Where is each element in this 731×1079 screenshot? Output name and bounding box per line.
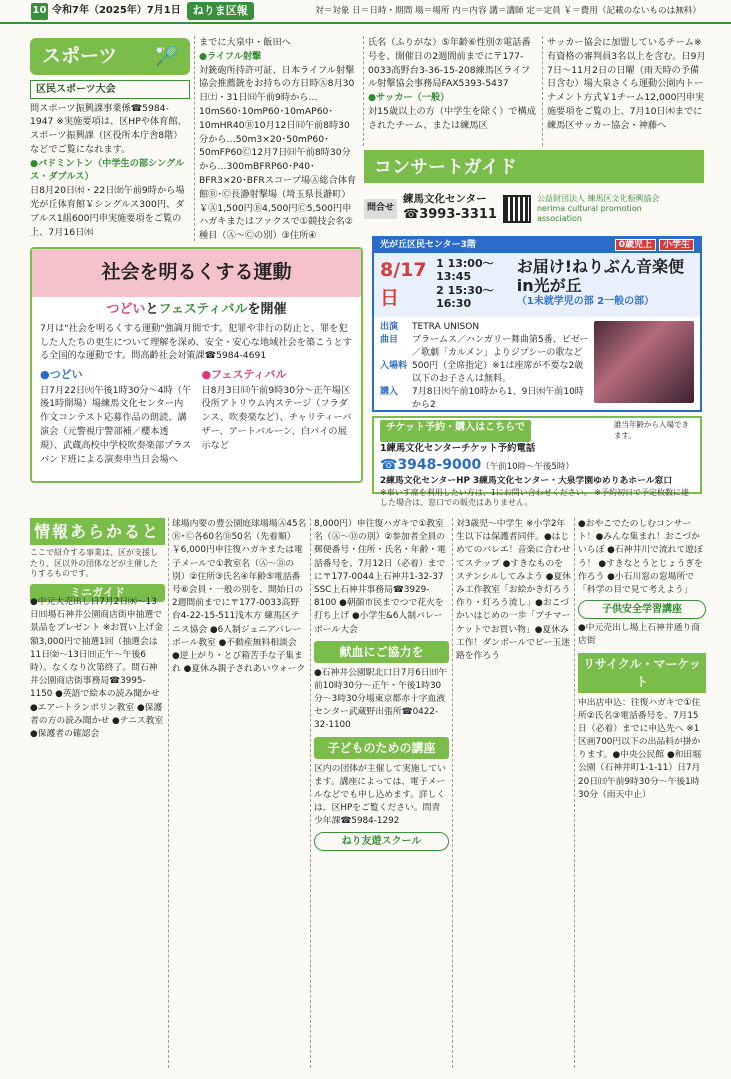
event-time-1: 1 13:00～13:45 [436, 257, 494, 284]
campaign-title: 社会を明るくする運動 [32, 249, 361, 297]
divider [574, 518, 575, 1068]
event-date: 8/17日 [380, 259, 427, 309]
campaign-body: 7月は"社会を明るくする運動"強調月間です。犯罪や非行の防止と、罪を犯した人たちの更生について理解を深め、安全・安心な地域社会を築こうとする全国的な運動です。問高齢社会対策課☎5984-4691 [40, 322, 352, 362]
info-col3-text: 8,000円）申往復ハガキで①教室名（Ⓐ～Ⓓの別）②参加者全員の郵便番号・住所・氏名・年齢・電話番号を、7月12日（必着）までに〒177-0044上石神井1-32-37 SSC上石神井事務局☎3929-8100 ●朝顔市民までつで花火を打ち上げ ●小学生&6人制バレーボール大会 [314, 519, 446, 635]
ticket-note: ※車いす席を利用したい方は、1にお問い合わせください。 ※予約初日で予定枚数に達した場合は、窓口での販売はありません。 [380, 487, 690, 508]
subtitle-part-b: フェスティバル [158, 301, 248, 317]
sports-intro: 問スポーツ振興課事業係☎5984-1947 ※実施要項は、区HPや体育館、スポーツ振興課（区役所本庁舎8階）などでご覧になれます。 [30, 102, 187, 155]
inquiry-name: 練馬文化センター [403, 192, 487, 205]
performer-photo [594, 321, 694, 403]
rifle-contact: 氏名（ふりがな）⑤年齢⑥性別⑦電話番号を、開催日の2週間前までに〒177-0033高野台3-36-15-208練馬区ライフル射撃協会事務局FAX5393-5437 [368, 37, 531, 90]
sports-subhead: 区民スポーツ大会 [30, 80, 190, 99]
event-title-sub: （1未就学児の部 2一般の部） [516, 295, 655, 307]
inquiry-label: 問合せ [364, 199, 397, 218]
event-header [374, 253, 700, 316]
info-column-5 [578, 518, 706, 1066]
ticket-box [372, 416, 702, 508]
tsudoi-heading: ●つどい [40, 368, 83, 382]
soccer-body: 対15歳以上の方（中学生を除く）で構成されたチーム、または練馬区 [368, 105, 536, 131]
foundation-name: 公益財団法人 練馬区文化振興協会 nerima cultural promotion association [536, 194, 660, 223]
info-col5-text: ●おやこでたのしむコンサート！●みんな集まれ！おこづかいらぼ ●石神井川で流れて遊ぼう！ ●すきなとうとじょうぎを作ろう ●小石川窓の窓場所で「科学の目で見て考えよう」 [578, 519, 703, 595]
blood-donation-body: ●石神井公園駅北口日7月6日㈰午前10時30分～正午・午後1時30分～3時30分場東京都赤十字血液センター武蔵野出張所☎0422-32-1100 [314, 667, 448, 731]
legend: 対＝対象 日＝日時・期間 場＝場所 内＝内容 講＝講師 定＝定員 ￥＝費用（記載のないものは無料） [315, 5, 701, 16]
info-col4-text: 対3歳児～中学生 ※小学2年生以下は保護者同伴。●はじめてのバレエ！音楽に合わせてステップ ●すきなものをステンシルしてみよう ●夏休み工作教室「お絵かき灯ろう作り・灯ろう流し」●おこづかいはじめの一歩「プチマーケットでお買い物」●夏休み工作！ダンボールでピー玉迷路を作ろう [456, 519, 571, 661]
detail-row: 購入 7月8日㈫午前10時から1、9日㈬午前10時から2 [380, 386, 584, 410]
event-venue-bar [374, 238, 700, 253]
ticket-tel-note: （午前10時～午後5時） [481, 462, 574, 473]
issue-date: 令和7年（2025年）7月1日 [52, 4, 181, 16]
soccer-body-cont: サッカー協会に加盟しているチーム※有資格の審判員3名以上を含む。日9月7日～11月2日の日曜（雨天時の予備日含む）場大泉さくら運動公園内トーナメント方式￥1チーム12,000円申実施要項をご覧の上、7月10日㈭までに練馬区サッカー協会・神藤へ [547, 37, 706, 131]
info-title: 情報あらかると [30, 518, 165, 545]
ticket-line-2: 2練馬文化センターHP 3練馬文化センター・大泉学園ゆめりあホール窓口 [380, 476, 673, 487]
tsudoi-block [40, 367, 192, 466]
detail-row: 出演 TETRA UNISON [380, 321, 480, 332]
divider [194, 36, 195, 241]
subtitle-part-a: つどい [106, 301, 146, 317]
rifle-heading: ●ライフル射撃 [199, 50, 262, 62]
info-column-4 [456, 518, 571, 1066]
ticket-heading: チケット予約・購入はこちらで [380, 420, 531, 442]
campaign-subtitle [40, 301, 353, 320]
sports-column-1 [30, 38, 190, 243]
kids-course-body: 区内の団体が主催して実施しています。講座によっては、電子メールなどでも申し込めます。詳しくは、区HPをご覧ください。問青少年課☎5984-1292 [314, 763, 446, 827]
age-tag: 小学生 [659, 239, 694, 251]
subtitle-mid: と [145, 301, 159, 317]
event-box [372, 236, 702, 412]
event-title [517, 257, 694, 307]
inquiry-tel: ☎3993-3311 [403, 207, 497, 223]
newsletter-logo: ねりま区報 [187, 2, 254, 20]
concert-inquiry [364, 190, 704, 228]
info-column-1 [30, 596, 165, 1066]
page-number: 10 [31, 3, 48, 20]
divider [363, 36, 364, 146]
rifle-body: 対銃砲所持許可証、日本ライフル射撃協会推薦銃をお持ちの方日時Ⓐ8月30日㈯・31日㈰午前9時から…10mS60･10mP60･10mAP60･10mHR40Ⓑ10月12日㈰午前8時30分から…50m3×20･50mP60･50mFP60Ⓒ12月7日㈰午前8時30分から…300mBFRP60･P40･BFR3×20･BFRスコープ場Ⓐ総合体育館Ⓑ･Ⓒ長瀞射撃場（埼玉県長瀞町）￥Ⓐ1,500円Ⓑ4,500円Ⓒ5,500円申ハガキまたはファクスで①競技会名②種目（Ⓐ～Ⓒの別）③住所④ [199, 64, 357, 242]
info-description: ここで紹介する事業は、区が支援したり、区以外の団体などが主催したりするものです。 [30, 548, 158, 579]
event-time-2: 2 15:30～16:30 [436, 283, 494, 310]
safety-heading: 子供安全学習講座 [578, 600, 706, 619]
event-title-text: お届け!ねりぶん音楽便in光が丘 [516, 257, 685, 296]
detail-row: 曲目 ブラームス／ハンガリー舞曲第5番、ビゼー／歌劇「カルメン」よりジプシーの歌など [380, 334, 589, 358]
divider [542, 36, 543, 146]
campaign-box [30, 247, 363, 483]
sports-column-3 [368, 36, 538, 146]
info-col2-text: 球場内要の豊公園庭球場場Ⓐ45名Ⓑ･Ⓒ各60名Ⓓ50名（先着順）￥6,000円申往復ハガキまたは電子メールで①教室名（Ⓐ～Ⓓの別）②住所③氏名④年齢⑤電話番号⑥会員・一般の別を、開始日の2週間前までに〒177-0033高野台4-22-15-511浅木方 練馬区テニス協会 ●6人制ジュニアバレーボール教室 ●不動産無料相談会 ●逆上がり・とび箱苦手な子集まれ ●夏休み親子されあいウォーク [172, 519, 307, 675]
festival-block [202, 367, 354, 466]
badminton-body: 日8月20日㈬・22日㈮午前9時から場光が丘体育館￥シングルス300円、ダブルス1組600円申実施要項をご覧の上、7月16日㈬ [30, 185, 185, 238]
info-column-2 [172, 518, 307, 1066]
sports-column-4 [547, 36, 707, 146]
detail-row: 入場料 500円（全席指定）※1は座席が不要な2歳以下のお子さんは無料。 [380, 360, 584, 384]
age-tag: 0歳児上 [615, 239, 656, 251]
info-column-3 [314, 518, 449, 1066]
ticket-tel[interactable]: ☎3948-9000 [380, 457, 482, 474]
sports-column-2 [199, 36, 359, 243]
ticket-line-1: 1練馬文化センターチケット予約電話 [380, 442, 536, 454]
festival-body: 日8月3日㈰午前9時30分～正午場区役所アトリウム内ステージ（フラダンス、吹奏楽など）、チャリティーバザー、アートバルーン、白バイの展示など [201, 384, 352, 451]
divider [168, 518, 169, 1068]
info-header [30, 518, 165, 599]
sports-title [30, 38, 190, 75]
badge-note: 誰当年齢から入場できます。 [614, 420, 689, 440]
school-heading: ねり友遊スクール [314, 832, 449, 851]
tsudoi-body: 日7月22日㈫午後1時30分～4時（午後1時開場）場練馬文化センター内作文コンテスト応募作品の朗読、講演会（元警視庁警部補／櫻本透規）、武蔵高校中学校吹奏楽部プラスバンド班による演奏申当日会場へ [40, 384, 192, 465]
festival-heading: ●フェスティバル [201, 368, 287, 382]
recycle-market-heading: リサイクル・マーケット [578, 653, 706, 693]
info-col1-text: ●中元大売出し日7月2日㈬～13日㈰場石神井公園商店街申抽選で景品をプレゼント ※お買い上げ金額3,000円で抽選1回（抽選会は11日㈮～13日㈰正午～午後6時）。なくなり次第終了。問石神井公園商店街事務局☎3995-1150 ●英語で絵本の読み聞かせ ●エアートランポリン教室 ●保護者の方の読み聞かせ ●テニス教室 ●保護者の確認会 [30, 597, 164, 739]
rifle-lead: までに大泉中・飯田へ [199, 37, 291, 48]
safety-body: ●中元売出し場上石神井通り商店街 [578, 623, 701, 647]
event-venue: 光が丘区民センター3階 [380, 240, 476, 250]
qr-code-icon[interactable] [503, 195, 531, 223]
divider [310, 518, 311, 1068]
badminton-heading: ●バドミントン（中学生の部シングルス・ダブルス） [30, 157, 185, 183]
sports-title-text: スポーツ [42, 45, 118, 67]
page-header [0, 0, 731, 24]
mini-guide-heading: ミニガイド [30, 584, 165, 602]
soccer-heading: ●サッカー（一般） [368, 92, 450, 104]
divider [452, 518, 453, 1068]
recycle-body: 申出店申込：往復ハガキで①住所②氏名③電話番号を、7月15日（必着）までに申込先へ ※1区画700円以下の出品料が掛かります。●中央公民館 ●和田堀公園（石神井町1-1-11）日7月20日㈰午前9時30分～午後1時30分（雨天中止） [578, 697, 702, 800]
racket-icon: 🏸 [155, 45, 178, 67]
kids-course-heading: 子どものための講座 [314, 737, 449, 759]
subtitle-end: を開催 [247, 301, 287, 317]
blood-donation-heading: 献血にご協力を [314, 641, 449, 663]
concert-guide-title: コンサートガイド [364, 150, 704, 183]
